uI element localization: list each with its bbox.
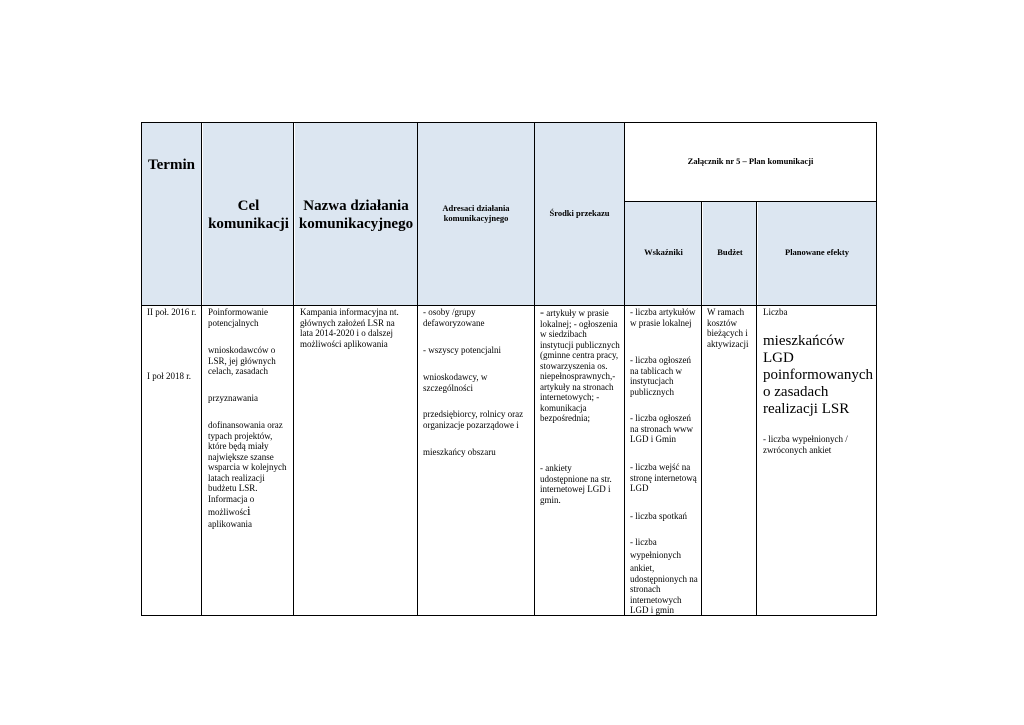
header-termin-cell (142, 123, 202, 305)
header-efekty: Planowane efekty (785, 247, 849, 257)
cel-text-6: aplikowania (208, 519, 252, 529)
header-budzet: Budżet (717, 247, 743, 257)
header-zalacznik: Załącznik nr 5 – Plan komunikacji (687, 156, 814, 166)
efekty-text-1: Liczba (763, 307, 788, 317)
srodki-text-1 (540, 307, 620, 424)
efekty-text-3: - liczba wypełnionych / zwróconych ankiet (763, 434, 848, 455)
efekty-text-2: mieszkańców LGD poinformowanych o zasadach realizacji LSR (763, 333, 873, 417)
cel-text-5b: i (247, 503, 251, 518)
header-cel: Cel komunikacji (208, 198, 289, 232)
grid-line (142, 305, 876, 306)
grid-line (201, 123, 202, 615)
grid-line (417, 123, 418, 615)
header-wskazniki: Wskaźniki (644, 247, 683, 257)
cel-text-5 (208, 503, 288, 518)
adresaci-text-2: - wszyscy potencjalni (423, 345, 501, 355)
wskaznik-2: - liczba ogłoszeń na tablicach w instytucjach publicznych (630, 355, 691, 397)
termin-1: II poł. 2016 r. (147, 307, 197, 317)
cel-text-1: Poinformowanie potencjalnych (208, 307, 268, 328)
wskaznik-7b: h (676, 550, 681, 560)
wskaznik-8: ankiet, udostępnionych na stronach internetowych LGD i gmin (630, 563, 698, 615)
adresaci-text-5: mieszkańcy obszaru (423, 447, 496, 457)
header-srodki: Środki przekazu (549, 208, 610, 218)
header-termin: Termin (148, 157, 195, 173)
grid-line (624, 201, 876, 202)
grid-line (534, 123, 535, 615)
budzet-text: W ramach kosztów bieżących i aktywizacji (707, 307, 749, 349)
cel-text-5a: możliwośc (208, 507, 247, 517)
grid-line (624, 123, 625, 615)
wskaznik-7a: wypełnionyc (630, 550, 677, 560)
wskaznik-1: - liczba artykułów w prasie lokalnej (630, 307, 696, 328)
srodki-dash: - (540, 305, 544, 319)
communication-plan-table (141, 122, 877, 616)
nazwa-text: Kampania informacyjna nt. głównych założeń LSR na lata 2014-2020 i o dalszej możliwości aplikowania (300, 307, 399, 349)
srodki-text-2: - ankiety udostępnione na str. internetowej LGD i gmin. (540, 463, 612, 505)
termin-2: I poł 2018 r. (147, 371, 191, 381)
wskaznik-5: - liczba spotkań (630, 511, 687, 521)
header-nazwa: Nazwa działania komunikacyjnego (298, 198, 414, 232)
header-adresaci: Adresaci działania komunikacyjnego (442, 203, 510, 223)
wskaznik-4: - liczba wejść na stronę internetową LGD (630, 462, 697, 493)
srodki-text-1a: artykuły w prasie lokalnej; - ogłoszenia w siedzibach instytucji publicznych (gminne centra pracy, stowarzyszenia os. niepełnosprawnych,- artykuły na stronach internetowych; - komunikacja bezpośrednia; (540, 308, 620, 423)
adresaci-text-4: przedsiębiorcy, rolnicy oraz organizacje pozarządowe i (423, 409, 524, 430)
adresaci-text-3: wnioskodawcy, w szczególności (423, 372, 488, 393)
wskaznik-3: - liczba ogłoszeń na stronach www LGD i Gmin (630, 413, 693, 444)
wskaznik-6: - liczba (630, 537, 657, 547)
cel-text-4: dofinansowania oraz typach projektów, które będą miały największe szanse wsparcia w kolejnych latach realizacji budżetu LSR. Informacja o (208, 420, 287, 504)
grid-line (756, 201, 757, 615)
cel-text-3: przyznawania (208, 393, 258, 403)
grid-line (701, 201, 702, 615)
cel-text-2: wnioskodawców o LSR, jej głównych celach, zasadach (208, 345, 276, 376)
wskaznik-7 (630, 550, 700, 561)
adresaci-text-1: - osoby /grupy defaworyzowane (423, 307, 485, 328)
